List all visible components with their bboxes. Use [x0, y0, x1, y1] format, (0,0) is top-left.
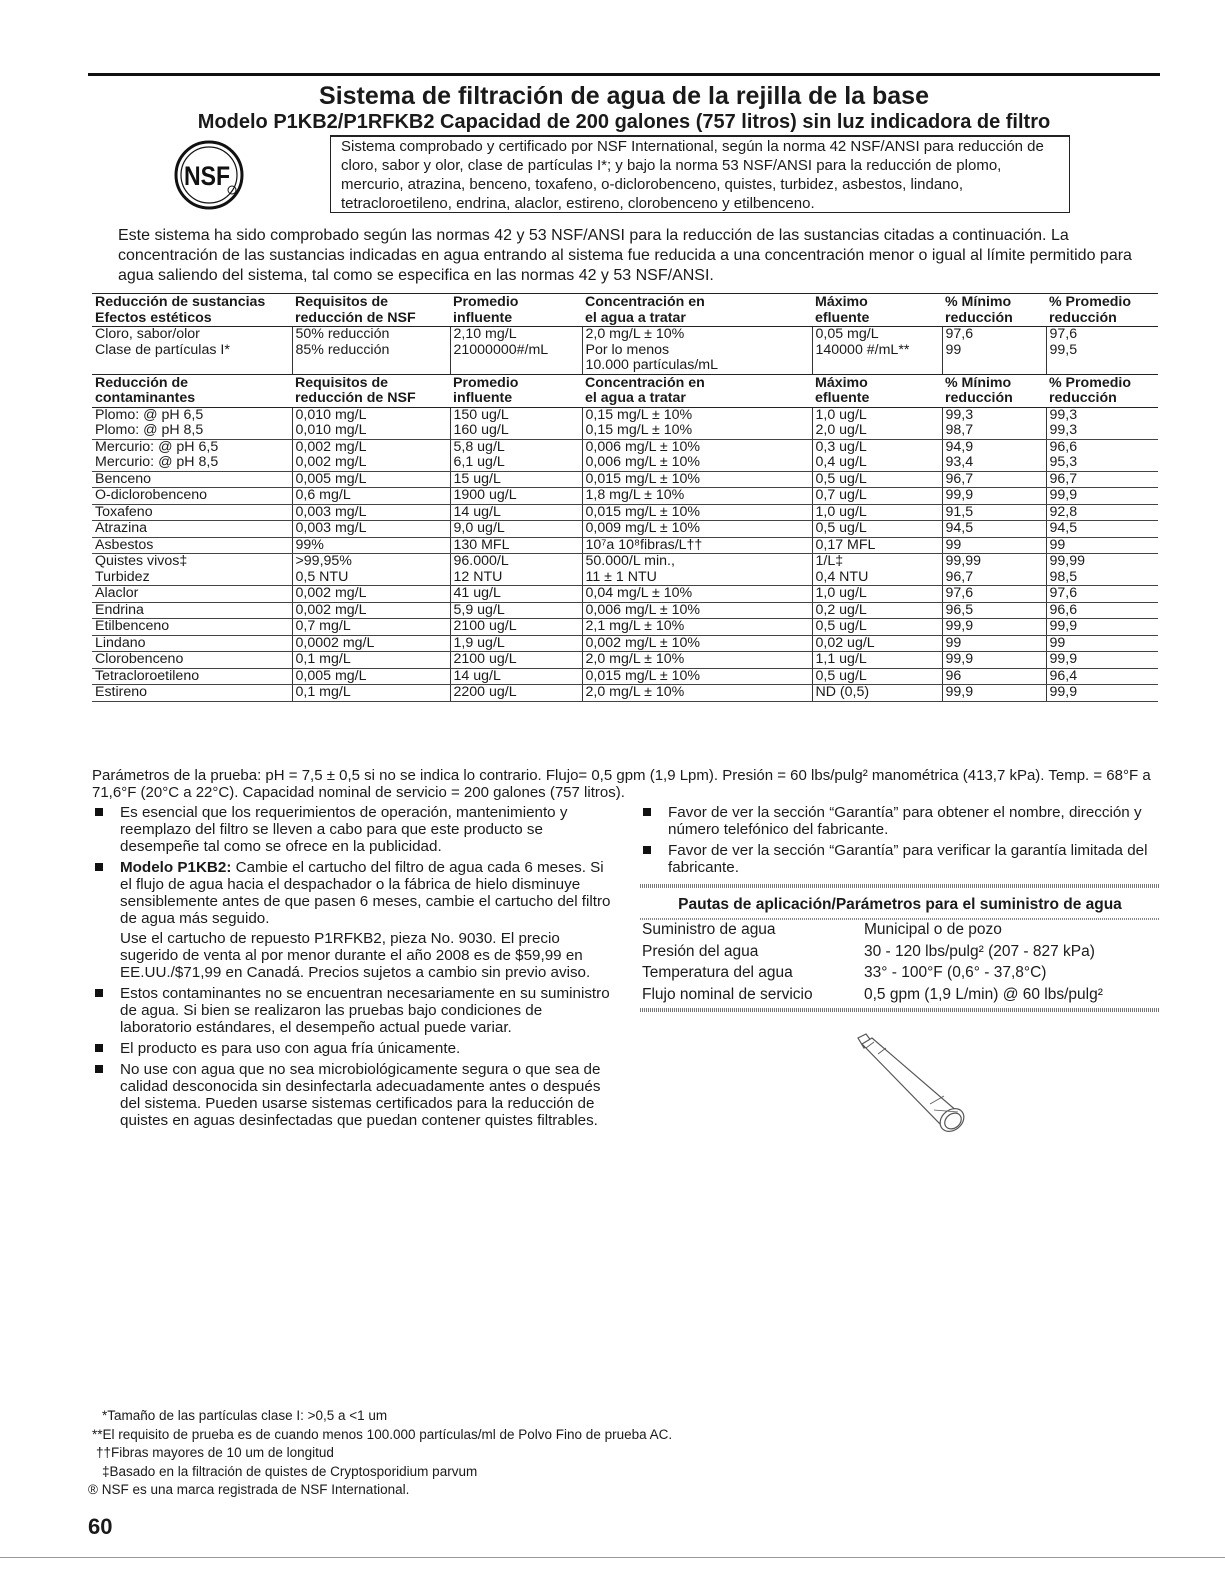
- table-cell: Requisitos de reducción de NSF: [292, 294, 450, 327]
- param-value: Municipal o de pozo: [864, 921, 1002, 938]
- table-cell: 0,6 mg/L: [292, 488, 450, 505]
- nsf-logo-icon: [163, 140, 255, 210]
- table-row: [92, 488, 1158, 505]
- bottom-rule: [0, 1557, 1225, 1558]
- param-label: Presión del agua: [642, 942, 759, 960]
- list-item-text: [120, 985, 612, 1036]
- table-cell: 99,99 98,5: [1046, 554, 1158, 586]
- table-cell: 2,0 mg/L ± 10%: [582, 685, 812, 702]
- table-cell: 0,2 ug/L: [812, 602, 942, 619]
- table-cell: 1,0 ug/L 2,0 ug/L: [812, 407, 942, 439]
- list-item-body: El producto es para uso con agua fría únicamente.: [120, 1040, 461, 1057]
- application-parameters-box: [640, 884, 1160, 1012]
- table-header-row: [92, 374, 1158, 407]
- table-cell: 41 ug/L: [450, 586, 582, 603]
- page-title: Sistema de filtración de agua de la rejilla de la base: [319, 82, 929, 110]
- top-rule: [88, 73, 1160, 76]
- table-cell: 0,003 mg/L: [292, 521, 450, 538]
- table-cell: 97,6 99: [942, 327, 1046, 375]
- table-cell: Plomo: @ pH 6,5 Plomo: @ pH 8,5: [92, 407, 292, 439]
- list-item-text: [120, 859, 612, 927]
- table-cell: 0,3 ug/L 0,4 ug/L: [812, 439, 942, 471]
- footnote: ® NSF es una marca registrada de NSF International.: [88, 1482, 410, 1497]
- table-row: [92, 554, 1158, 586]
- table-cell: Máximo efluente: [812, 374, 942, 407]
- param-value: 30 - 120 lbs/pulg² (207 - 827 kPa): [864, 942, 1095, 960]
- table-cell: 96,6 95,3: [1046, 439, 1158, 471]
- table-cell: Endrina: [92, 602, 292, 619]
- table-cell: 94,5: [1046, 521, 1158, 538]
- table-cell: Lindano: [92, 635, 292, 652]
- list-item-continuation: Use el cartucho de repuesto P1RFKB2, pieza No. 9030. El precio sugerido de venta al por menor durante el año 2008 es de $59,99 en EE.UU./$71,99 en Canadá. Precios sujetos a cambio sin previo aviso.: [120, 930, 591, 981]
- bullet-square-icon: [643, 846, 651, 854]
- table-row: [92, 407, 1158, 439]
- table-cell: 99,3 98,7: [942, 407, 1046, 439]
- param-label: Temperatura del agua: [642, 964, 793, 981]
- table-cell: Alaclor: [92, 586, 292, 603]
- certification-box: Sistema comprobado y certificado por NSF International, según la norma 42 NSF/ANSI para reducción de cloro, sabor y olor, clase de partículas I*; y bajo la norma 53 NSF/ANSI para la reducción de plomo, mercurio, atrazina, benceno, toxafeno, o-diclorobenceno, quistes, turbidez, asbestos, lindano, tetracloroetileno, endrina, alaclor, estireno, clorobenceno y etilbenceno.: [330, 135, 1070, 213]
- table-cell: 0,015 mg/L ± 10%: [582, 471, 812, 488]
- table-cell: 99,9: [942, 652, 1046, 669]
- param-value: 33° - 100°F (0,6° - 37,8°C): [864, 964, 1047, 981]
- table-cell: 0,010 mg/L 0,010 mg/L: [292, 407, 450, 439]
- table-cell: % Promedio reducción: [1046, 374, 1158, 407]
- list-item: [92, 859, 612, 981]
- table-cell: 1900 ug/L: [450, 488, 582, 505]
- table-cell: 0,17 MFL: [812, 537, 942, 554]
- table-row: [640, 984, 1160, 1006]
- table-row: [640, 920, 1160, 941]
- table-row: [92, 652, 1158, 669]
- table-cell: 96: [942, 668, 1046, 685]
- table-cell: 0,5 ug/L: [812, 619, 942, 636]
- filter-cartridge-icon: [838, 1026, 988, 1138]
- table-cell: 0,005 mg/L: [292, 668, 450, 685]
- table-cell: Reducción de sustancias Efectos estéticos: [92, 294, 292, 327]
- table-cell: 91,5: [942, 504, 1046, 521]
- table-cell: 0,002 mg/L 0,002 mg/L: [292, 439, 450, 471]
- list-item-bold: Modelo P1KB2:: [120, 859, 232, 876]
- table-cell: 0,04 mg/L ± 10%: [582, 586, 812, 603]
- table-cell: 150 ug/L 160 ug/L: [450, 407, 582, 439]
- bullets-left: [92, 804, 612, 1133]
- table-row: [92, 668, 1158, 685]
- table-cell: ND (0,5): [812, 685, 942, 702]
- table-cell: 92,8: [1046, 504, 1158, 521]
- table-cell: 1/L‡ 0,4 NTU: [812, 554, 942, 586]
- table-cell: 99,9: [942, 488, 1046, 505]
- table-cell: 99,9: [1046, 619, 1158, 636]
- table-cell: Toxafeno: [92, 504, 292, 521]
- table-cell: 99,9: [942, 685, 1046, 702]
- bullet-square-icon: [95, 808, 103, 816]
- table-row: [92, 521, 1158, 538]
- table-cell: 99%: [292, 537, 450, 554]
- reduction-table: [92, 293, 1158, 702]
- table-cell: 1,0 ug/L: [812, 504, 942, 521]
- table-cell: 50% reducción 85% reducción: [292, 327, 450, 375]
- table-row: [92, 537, 1158, 554]
- footnote: ††Fibras mayores de 10 um de longitud: [96, 1445, 334, 1460]
- table-cell: 99,9: [1046, 652, 1158, 669]
- table-cell: 99,9: [1046, 488, 1158, 505]
- table-cell: Máximo efluente: [812, 294, 942, 327]
- table-row: [92, 586, 1158, 603]
- list-item-text: [120, 1040, 612, 1057]
- bullet-square-icon: [95, 1044, 103, 1052]
- table-cell: 10⁷a 10⁸fibras/L††: [582, 537, 812, 554]
- table-cell: 0,009 mg/L ± 10%: [582, 521, 812, 538]
- table-row: [92, 504, 1158, 521]
- table-cell: Atrazina: [92, 521, 292, 538]
- table-row: [92, 602, 1158, 619]
- table-cell: Benceno: [92, 471, 292, 488]
- table-cell: Concentración en el agua a tratar: [582, 374, 812, 407]
- table-cell: Cloro, sabor/olor Clase de partículas I*: [92, 327, 292, 375]
- table-row: [92, 327, 1158, 375]
- table-cell: 0,7 ug/L: [812, 488, 942, 505]
- table-row: [92, 619, 1158, 636]
- table-cell: 94,5: [942, 521, 1046, 538]
- table-cell: 130 MFL: [450, 537, 582, 554]
- table-cell: 0,006 mg/L ± 10% 0,006 mg/L ± 10%: [582, 439, 812, 471]
- table-cell: 1,9 ug/L: [450, 635, 582, 652]
- table-cell: 2,10 mg/L 21000000#/mL: [450, 327, 582, 375]
- table-cell: 0,002 mg/L ± 10%: [582, 635, 812, 652]
- table-row: [640, 963, 1160, 985]
- table-cell: 99: [942, 537, 1046, 554]
- list-item: [92, 985, 612, 1036]
- list-item-text: [668, 804, 1160, 838]
- table-cell: 2200 ug/L: [450, 685, 582, 702]
- table-cell: 94,9 93,4: [942, 439, 1046, 471]
- page-subtitle: Modelo P1KB2/P1RFKB2 Capacidad de 200 galones (757 litros) sin luz indicadora de filtro: [197, 111, 1051, 133]
- table-cell: 99,99 96,7: [942, 554, 1046, 586]
- table-cell: 1,1 ug/L: [812, 652, 942, 669]
- table-cell: 0,5 ug/L: [812, 471, 942, 488]
- table-cell: Quistes vivos‡ Turbidez: [92, 554, 292, 586]
- list-item: [92, 1061, 612, 1129]
- table-cell: 97,6: [1046, 586, 1158, 603]
- table-cell: 5,9 ug/L: [450, 602, 582, 619]
- table-cell: Concentración en el agua a tratar: [582, 294, 812, 327]
- application-parameters-table: [640, 920, 1160, 1006]
- table-cell: 5,8 ug/L 6,1 ug/L: [450, 439, 582, 471]
- table-cell: 99,9: [942, 619, 1046, 636]
- table-cell: O-diclorobenceno: [92, 488, 292, 505]
- table-cell: 0,002 mg/L: [292, 602, 450, 619]
- param-label: Flujo nominal de servicio: [642, 985, 813, 1003]
- table-cell: Requisitos de reducción de NSF: [292, 374, 450, 407]
- table-cell: 99: [942, 635, 1046, 652]
- bullet-square-icon: [95, 989, 103, 997]
- table-cell: >99,95% 0,5 NTU: [292, 554, 450, 586]
- table-cell: Promedio influente: [450, 294, 582, 327]
- list-item-body: Favor de ver la sección “Garantía” para verificar la garantía limitada del fabricante.: [668, 842, 1148, 876]
- list-item: [640, 804, 1160, 838]
- table-row: [92, 685, 1158, 702]
- table-cell: Reducción de contaminantes: [92, 374, 292, 407]
- table-row: [92, 471, 1158, 488]
- table-cell: 1,8 mg/L ± 10%: [582, 488, 812, 505]
- list-item-text: [120, 1061, 612, 1129]
- table-cell: 97,6: [942, 586, 1046, 603]
- table-header-row: [92, 294, 1158, 327]
- list-item-body: No use con agua que no sea microbiológicamente segura o que sea de calidad desconocida sin desinfectarla adecuadamente antes o después del sistema. Pueden usarse sistemas certificados para la reducción de quistes en aguas desinfectadas que puedan contener quistes filtrables.: [120, 1061, 601, 1129]
- list-item-text: [120, 804, 612, 855]
- table-cell: 96,6: [1046, 602, 1158, 619]
- table-cell: 0,1 mg/L: [292, 652, 450, 669]
- bullet-square-icon: [95, 863, 103, 871]
- table-cell: 0,15 mg/L ± 10% 0,15 mg/L ± 10%: [582, 407, 812, 439]
- table-cell: 99: [1046, 635, 1158, 652]
- table-cell: 99: [1046, 537, 1158, 554]
- footnote: *Tamaño de las partículas clase I: >0,5 a <1 um: [102, 1408, 388, 1423]
- table-row: [92, 635, 1158, 652]
- table-cell: 0,7 mg/L: [292, 619, 450, 636]
- bullet-square-icon: [95, 1065, 103, 1073]
- table-cell: Promedio influente: [450, 374, 582, 407]
- footnotes: [88, 1407, 988, 1500]
- footnote: **El requisito de prueba es de cuando menos 100.000 partículas/ml de Polvo Fino de prueba AC.: [92, 1426, 673, 1442]
- list-item-body: Cambie el cartucho del filtro de agua cada 6 meses. Si el flujo de agua hacia el despachador o la fábrica de hielo disminuye sensiblemente antes de que pasen 6 meses, cambie el cartucho del filtro de agua más seguido.: [120, 859, 611, 927]
- nsf-logo-text: NSF: [184, 161, 230, 191]
- table-cell: 0,02 ug/L: [812, 635, 942, 652]
- table-cell: Estireno: [92, 685, 292, 702]
- intro-paragraph: Este sistema ha sido comprobado según las normas 42 y 53 NSF/ANSI para la reducción de las sustancias citadas a continuación. La concentración de las sustancias indicadas en agua entrando al sistema fue reducida a una concentración menor o igual al límite permitido para agua saliendo del sistema, tal como se especifica en las normas 42 y 53 NSF/ANSI.: [118, 227, 1132, 284]
- page-number: 60: [88, 1514, 113, 1539]
- table-cell: 9,0 ug/L: [450, 521, 582, 538]
- table-cell: 14 ug/L: [450, 504, 582, 521]
- bullet-square-icon: [643, 808, 651, 816]
- table-cell: 0,0002 mg/L: [292, 635, 450, 652]
- table-cell: 0,015 mg/L ± 10%: [582, 504, 812, 521]
- table-cell: 96,7: [1046, 471, 1158, 488]
- table-cell: 50.000/L min., 11 ± 1 NTU: [582, 554, 812, 586]
- footnote: ‡Basado en la filtración de quistes de Cryptosporidium parvum: [102, 1463, 478, 1479]
- param-value: 0,5 gpm (1,9 L/min) @ 60 lbs/pulg²: [864, 985, 1103, 1003]
- table-cell: 99,9: [1046, 685, 1158, 702]
- table-cell: 2100 ug/L: [450, 652, 582, 669]
- list-item: [640, 842, 1160, 876]
- table-cell: % Mínimo reducción: [942, 374, 1046, 407]
- table-cell: 15 ug/L: [450, 471, 582, 488]
- table-cell: Clorobenceno: [92, 652, 292, 669]
- table-cell: 2,1 mg/L ± 10%: [582, 619, 812, 636]
- table-cell: 0,005 mg/L: [292, 471, 450, 488]
- list-item-text: [668, 842, 1160, 876]
- table-cell: Asbestos: [92, 537, 292, 554]
- table-cell: 0,05 mg/L 140000 #/mL**: [812, 327, 942, 375]
- param-label: Suministro de agua: [642, 921, 776, 938]
- table-cell: 96.000/L 12 NTU: [450, 554, 582, 586]
- table-cell: 0,5 ug/L: [812, 668, 942, 685]
- table-cell: 96,4: [1046, 668, 1158, 685]
- table-cell: 2100 ug/L: [450, 619, 582, 636]
- table-cell: 96,7: [942, 471, 1046, 488]
- table-cell: Tetracloroetileno: [92, 668, 292, 685]
- table-cell: 2,0 mg/L ± 10% Por lo menos 10.000 partículas/mL: [582, 327, 812, 375]
- application-parameters-title: Pautas de aplicación/Parámetros para el suministro de agua: [678, 896, 1122, 913]
- list-item-body: Favor de ver la sección “Garantía” para obtener el nombre, dirección y número telefónico del fabricante.: [668, 804, 1142, 838]
- table-cell: 0,5 ug/L: [812, 521, 942, 538]
- bullets-right: [640, 804, 1160, 880]
- table-cell: 0,002 mg/L: [292, 586, 450, 603]
- table-row: [92, 439, 1158, 471]
- table-cell: 99,3 99,3: [1046, 407, 1158, 439]
- list-item-body: Es esencial que los requerimientos de operación, mantenimiento y reemplazo del filtro se lleven a cabo para que este producto se desempeñe tal como se ofrece en la publicidad.: [120, 804, 568, 855]
- table-cell: 14 ug/L: [450, 668, 582, 685]
- table-cell: 0,1 mg/L: [292, 685, 450, 702]
- table-cell: % Promedio reducción: [1046, 294, 1158, 327]
- table-cell: 0,003 mg/L: [292, 504, 450, 521]
- table-row: [640, 941, 1160, 963]
- hatch-rule: [640, 1008, 1160, 1012]
- list-item-body: Estos contaminantes no se encuentran necesariamente en su suministro de agua. Si bien se realizaron las pruebas bajo condiciones de laboratorio estándares, el desempeño actual puede variar.: [120, 985, 610, 1036]
- table-cell: 0,006 mg/L ± 10%: [582, 602, 812, 619]
- table-cell: 1,0 ug/L: [812, 586, 942, 603]
- table-cell: Mercurio: @ pH 6,5 Mercurio: @ pH 8,5: [92, 439, 292, 471]
- table-cell: 0,015 mg/L ± 10%: [582, 668, 812, 685]
- table-cell: 2,0 mg/L ± 10%: [582, 652, 812, 669]
- table-cell: % Mínimo reducción: [942, 294, 1046, 327]
- list-item: [92, 1040, 612, 1057]
- test-parameters: Parámetros de la prueba: pH = 7,5 ± 0,5 si no se indica lo contrario. Flujo= 0,5 gpm (1,9 Lpm). Presión = 60 lbs/pulg² manométrica (413,7 kPa). Temp. = 68°F a 71,6°F (20°C a 22°C). Capacidad nominal de servicio = 200 galones (757 litros).: [92, 767, 1151, 801]
- table-cell: 97,6 99,5: [1046, 327, 1158, 375]
- list-item: [92, 804, 612, 855]
- table-cell: Etilbenceno: [92, 619, 292, 636]
- table-cell: 96,5: [942, 602, 1046, 619]
